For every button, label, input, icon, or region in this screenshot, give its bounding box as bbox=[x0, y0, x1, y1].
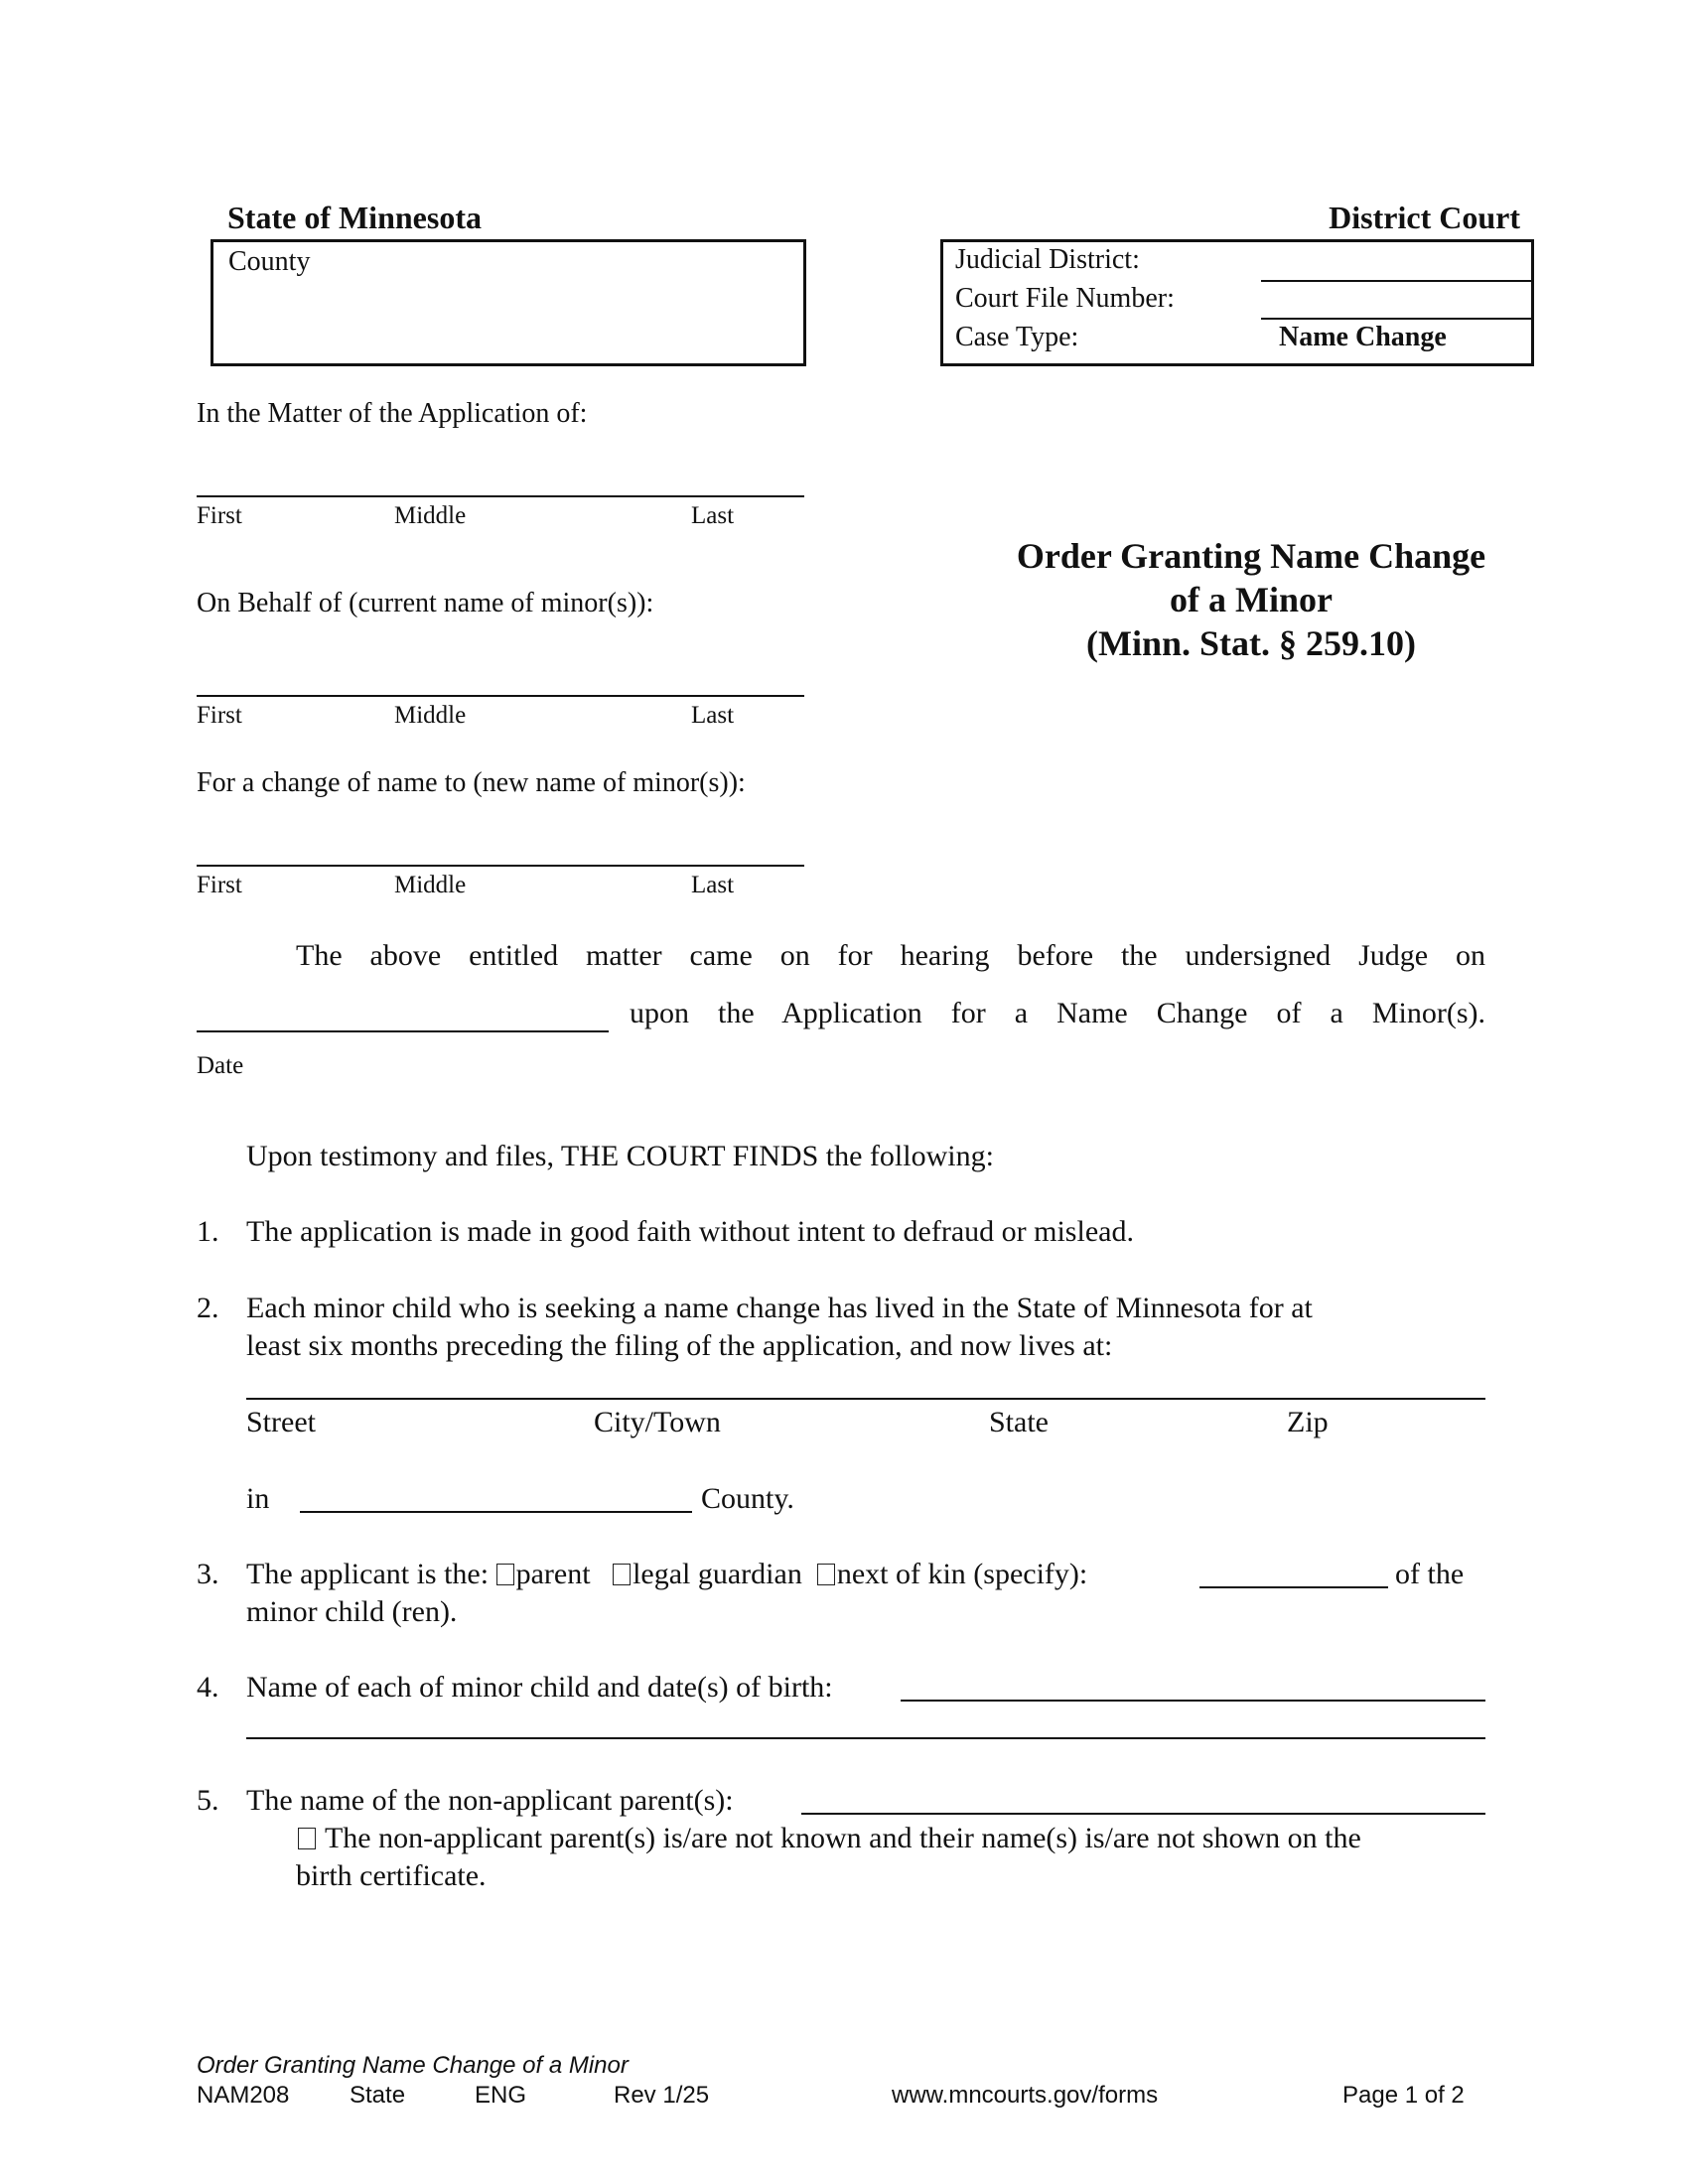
footer-url[interactable]: www.mncourts.gov/forms bbox=[892, 2082, 1159, 2109]
footer-form-code: NAM208 bbox=[197, 2082, 290, 2109]
item-3-number: 3. bbox=[197, 1558, 219, 1590]
city-label: City/Town bbox=[594, 1406, 721, 1438]
footer-language: ENG bbox=[475, 2082, 527, 2109]
change-to-label: For a change of name to (new name of minor(s)): bbox=[197, 767, 746, 798]
on-behalf-label: On Behalf of (current name of minor(s)): bbox=[197, 588, 654, 618]
court-title: District Court bbox=[1329, 200, 1520, 235]
state-label: State bbox=[989, 1406, 1049, 1438]
footer-form-title: Order Granting Name Change of a Minor bbox=[197, 2052, 629, 2079]
address-line[interactable] bbox=[246, 1398, 1485, 1400]
item-4-number: 4. bbox=[197, 1671, 219, 1704]
parent-checkbox[interactable] bbox=[496, 1564, 514, 1585]
minor-names-dob-line-1[interactable] bbox=[901, 1700, 1485, 1702]
title-line-2: of a Minor bbox=[1170, 580, 1333, 619]
case-type-value: Name Change bbox=[1279, 322, 1447, 352]
county-label: County bbox=[228, 246, 311, 277]
date-label: Date bbox=[197, 1052, 244, 1079]
case-type-label: Case Type: bbox=[955, 322, 1079, 352]
county-box[interactable] bbox=[211, 239, 806, 366]
legal-guardian-option-label: legal guardian bbox=[633, 1558, 802, 1590]
street-label: Street bbox=[246, 1406, 316, 1438]
applicant-name-line[interactable] bbox=[197, 495, 804, 497]
case-info-box bbox=[940, 239, 1534, 366]
item-1-text: The application is made in good faith without intent to defraud or mislead. bbox=[246, 1215, 1134, 1248]
unknown-parent-option bbox=[298, 1822, 1361, 1855]
item-2-text-a: Each minor child who is seeking a name change has lived in the State of Minnesota for at bbox=[246, 1292, 1313, 1324]
zip-label: Zip bbox=[1287, 1406, 1329, 1438]
next-of-kin-option-label: next of kin (specify): bbox=[836, 1558, 1088, 1590]
current-first-label: First bbox=[197, 702, 242, 729]
non-applicant-parent-line[interactable] bbox=[801, 1813, 1485, 1815]
footer-revision: Rev 1/25 bbox=[614, 2082, 710, 2109]
state-title: State of Minnesota bbox=[227, 200, 482, 235]
county-residence-line[interactable] bbox=[300, 1511, 692, 1513]
item-3-line bbox=[246, 1558, 1087, 1591]
minor-names-dob-line-2[interactable] bbox=[246, 1737, 1485, 1739]
item-2-text-b: least six months preceding the filing of the application, and now lives at: bbox=[246, 1329, 1113, 1362]
document-title bbox=[953, 534, 1549, 665]
next-of-kin-checkbox[interactable] bbox=[817, 1564, 835, 1585]
next-of-kin-specify-line[interactable] bbox=[1199, 1586, 1388, 1588]
county-suffix: County. bbox=[701, 1482, 794, 1515]
court-file-number-field[interactable] bbox=[1261, 318, 1534, 320]
applicant-first-label: First bbox=[197, 502, 242, 529]
item-3-prefix: The applicant is the: bbox=[246, 1558, 490, 1590]
new-first-label: First bbox=[197, 872, 242, 898]
parent-option-label: parent bbox=[515, 1558, 591, 1590]
unknown-parent-text-a: The non-applicant parent(s) is/are not known and their name(s) is/are not shown on the bbox=[324, 1822, 1361, 1854]
item-4-text: Name of each of minor child and date(s) of birth: bbox=[246, 1671, 833, 1704]
title-line-1: Order Granting Name Change bbox=[1016, 536, 1486, 576]
new-last-label: Last bbox=[691, 872, 735, 898]
judicial-district-label: Judicial District: bbox=[955, 244, 1140, 275]
new-minor-name-line[interactable] bbox=[197, 865, 804, 867]
hearing-line-2: upon the Application for a Name Change of a Minor(s). bbox=[630, 997, 1485, 1029]
item-3-text-b: minor child (ren). bbox=[246, 1595, 458, 1628]
item-5-number: 5. bbox=[197, 1784, 219, 1817]
findings-intro: Upon testimony and files, THE COURT FINDS the following: bbox=[246, 1140, 994, 1172]
footer-jurisdiction: State bbox=[350, 2082, 406, 2109]
judicial-district-field[interactable] bbox=[1261, 280, 1534, 282]
hearing-line-1: The above entitled matter came on for hearing before the undersigned Judge on bbox=[296, 939, 1485, 972]
unknown-parent-checkbox[interactable] bbox=[298, 1828, 316, 1849]
legal-guardian-checkbox[interactable] bbox=[613, 1564, 631, 1585]
matter-label: In the Matter of the Application of: bbox=[197, 398, 588, 429]
footer-page-number: Page 1 of 2 bbox=[1342, 2082, 1465, 2109]
applicant-last-label: Last bbox=[691, 502, 735, 529]
title-line-3: (Minn. Stat. § 259.10) bbox=[1086, 623, 1416, 663]
court-file-number-label: Court File Number: bbox=[955, 283, 1175, 314]
unknown-parent-text-b: birth certificate. bbox=[296, 1859, 487, 1892]
current-middle-label: Middle bbox=[394, 702, 467, 729]
item-2-number: 2. bbox=[197, 1292, 219, 1324]
hearing-date-line[interactable] bbox=[197, 1030, 609, 1032]
item-1-number: 1. bbox=[197, 1215, 219, 1248]
current-last-label: Last bbox=[691, 702, 735, 729]
item-3-suffix: of the bbox=[1395, 1558, 1465, 1590]
applicant-middle-label: Middle bbox=[394, 502, 467, 529]
current-minor-name-line[interactable] bbox=[197, 695, 804, 697]
in-label: in bbox=[246, 1482, 270, 1515]
new-middle-label: Middle bbox=[394, 872, 467, 898]
item-5-text: The name of the non-applicant parent(s): bbox=[246, 1784, 734, 1817]
